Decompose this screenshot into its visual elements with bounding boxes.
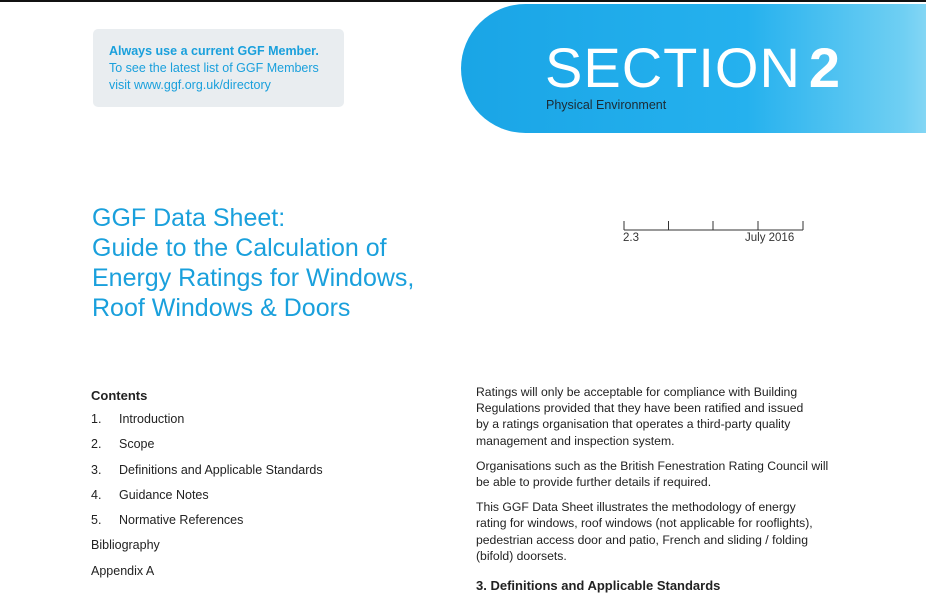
contents-item-label: Bibliography bbox=[91, 538, 160, 553]
contents-heading: Contents bbox=[91, 388, 148, 403]
contents-list bbox=[91, 388, 323, 587]
section-title bbox=[545, 32, 841, 104]
section-heading: 3. Definitions and Applicable Standards bbox=[476, 578, 721, 594]
title-line: GGF Data Sheet: bbox=[92, 204, 286, 232]
body-paragraph bbox=[476, 499, 842, 564]
top-rule bbox=[0, 0, 926, 2]
body-column bbox=[476, 384, 842, 594]
body-line: (bifold) doorsets. bbox=[476, 548, 567, 563]
section-word: SECTION bbox=[545, 36, 801, 99]
contents-item[interactable] bbox=[91, 435, 323, 460]
section-subtitle: Physical Environment bbox=[546, 98, 667, 112]
contents-item-label: Definitions and Applicable Standards bbox=[119, 462, 323, 477]
body-line: Ratings will only be acceptable for compliance with Building bbox=[476, 385, 798, 399]
document-title bbox=[92, 203, 472, 323]
body-line: Organisations such as the British Fenestration Rating Council will bbox=[476, 458, 829, 473]
contents-item-label: Introduction bbox=[119, 412, 185, 426]
section-number: 2 bbox=[808, 36, 842, 99]
body-paragraph bbox=[476, 458, 842, 490]
member-notice-line2: To see the latest list of GGF Members bbox=[109, 61, 319, 75]
contents-item[interactable] bbox=[91, 410, 323, 435]
body-line: rating for windows, roof windows (not applicable for rooflights), bbox=[476, 516, 813, 531]
contents-item[interactable] bbox=[91, 511, 323, 536]
contents-item-number: 2. bbox=[91, 437, 102, 452]
contents-item-number: 3. bbox=[91, 462, 102, 477]
member-notice-line1: Always use a current GGF Member. bbox=[109, 44, 319, 58]
title-line: Guide to the Calculation of bbox=[92, 234, 387, 262]
contents-item[interactable] bbox=[91, 461, 323, 486]
version-timeline bbox=[623, 219, 804, 231]
member-notice-line3: visit www.ggf.org.uk/directory bbox=[109, 78, 271, 92]
title-line: Roof Windows & Doors bbox=[92, 294, 351, 322]
contents-item-label: Appendix A bbox=[91, 563, 155, 578]
contents-item-label: Guidance Notes bbox=[119, 487, 209, 502]
contents-item-number: 1. bbox=[91, 412, 102, 426]
member-notice-box bbox=[93, 29, 344, 107]
contents-item-number: 4. bbox=[91, 487, 102, 502]
contents-item[interactable] bbox=[91, 562, 323, 587]
body-line: This GGF Data Sheet illustrates the methodology of energy bbox=[476, 500, 796, 515]
body-line: by a ratings organisation that operates a third-party quality bbox=[476, 417, 791, 432]
body-line: pedestrian access door and patio, French and sliding / folding bbox=[476, 532, 808, 547]
body-line: Regulations provided that they have been ratified and issued bbox=[476, 401, 804, 416]
timeline-ruler bbox=[623, 219, 804, 231]
contents-item-number: 5. bbox=[91, 513, 102, 528]
contents-item-label: Scope bbox=[119, 437, 155, 452]
contents-item[interactable] bbox=[91, 536, 323, 561]
body-line: be able to provide further details if required. bbox=[476, 475, 712, 490]
version-date: July 2016 bbox=[745, 232, 795, 244]
body-line: management and inspection system. bbox=[476, 433, 675, 448]
contents-item[interactable] bbox=[91, 486, 323, 511]
version-number: 2.3 bbox=[623, 232, 639, 244]
contents-item-label: Normative References bbox=[119, 513, 244, 528]
body-paragraph bbox=[476, 384, 842, 449]
title-line: Energy Ratings for Windows, bbox=[92, 264, 415, 292]
